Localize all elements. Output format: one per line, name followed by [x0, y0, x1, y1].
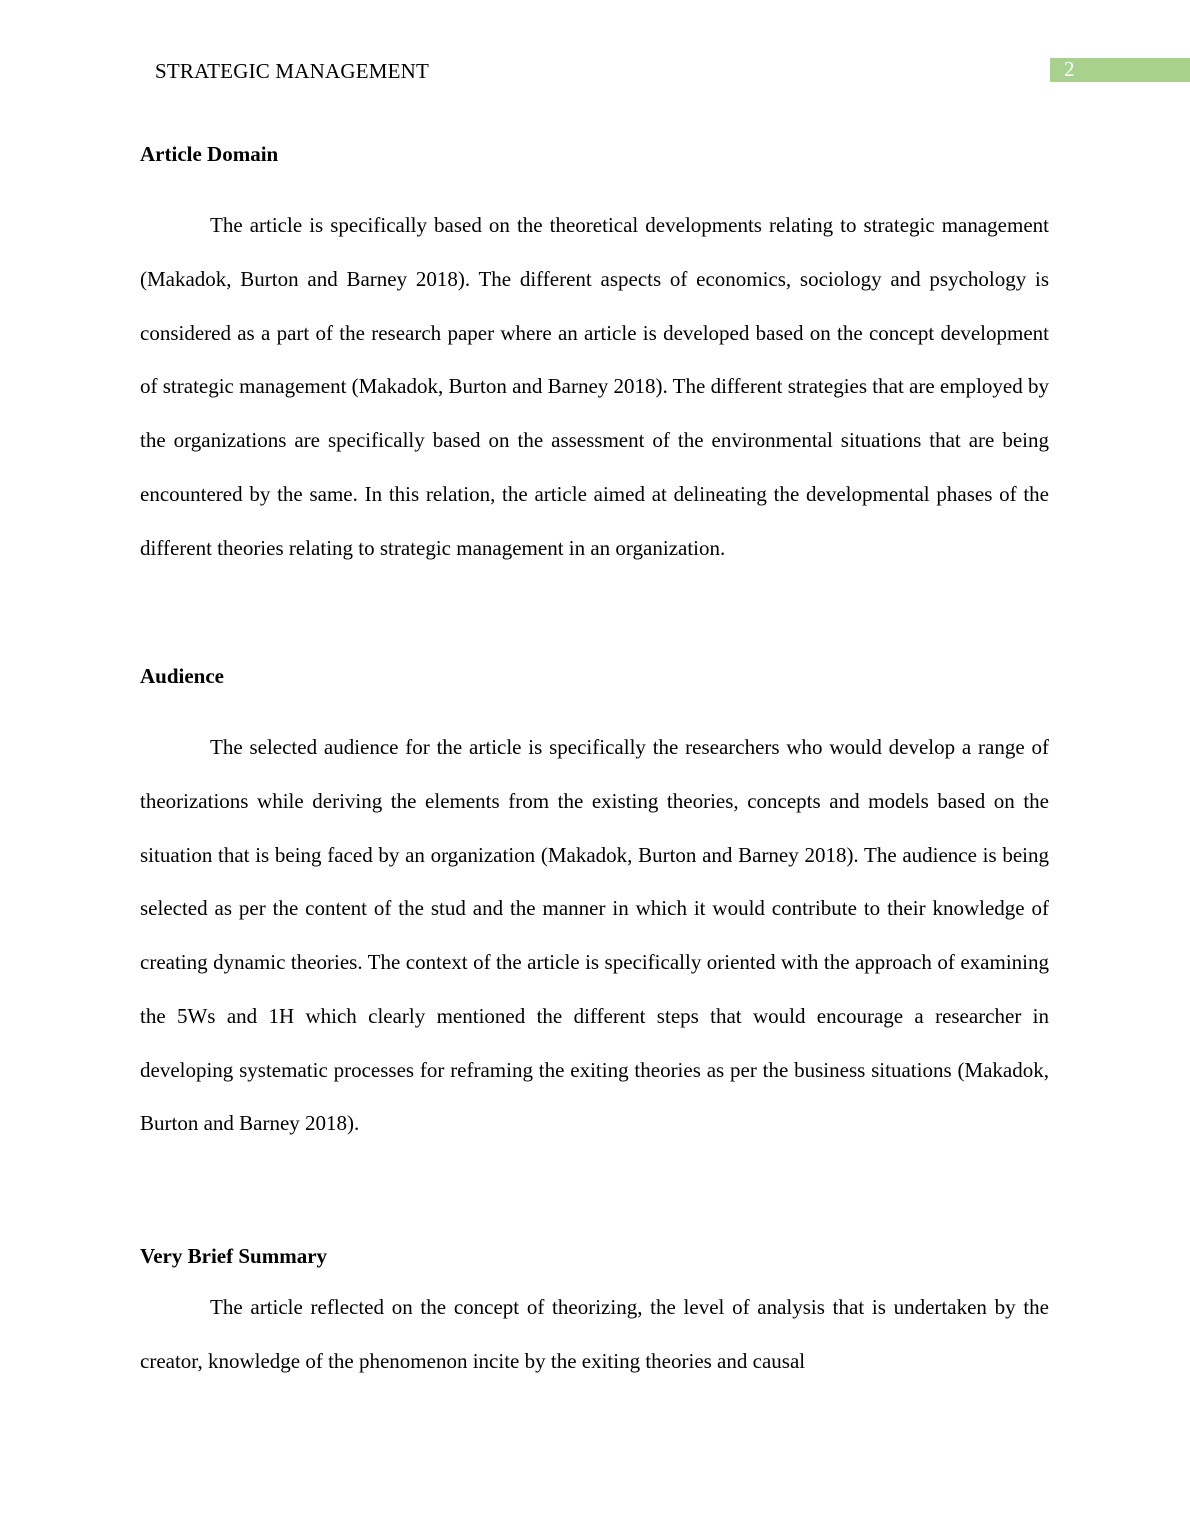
section-paragraph-article-domain: The article is specifically based on the theoretical developments relating to strategic management (Makadok, Burton and Barney 2018). The different aspects of economics, sociology and psychology is considered as a part of the research paper where an article is developed based on the concept development of strategic management (Makadok, Burton and Barney 2018). The different strategies that are employed by the organizations are specifically based on the assessment of the environmental situations that are being encountered by the same. In this relation, the article aimed at delineating the developmental phases of the different theories relating to strategic management in an organization.: [140, 213, 1049, 560]
section-paragraph-summary: The article reflected on the concept of theorizing, the level of analysis that is undertaken by the creator, knowledge of the phenomenon incite by the exiting theories and causal: [140, 1295, 1049, 1373]
section-heading-article-domain: Article Domain: [140, 142, 279, 166]
running-header-title: STRATEGIC MANAGEMENT: [155, 59, 430, 83]
section-heading-audience: Audience: [140, 664, 224, 688]
section-heading-summary: Very Brief Summary: [140, 1244, 328, 1268]
page-number: 2: [1064, 57, 1075, 81]
section-paragraph-audience: The selected audience for the article is specifically the researchers who would develop a range of theorizations while deriving the elements from the existing theories, concepts and models based on the situation that is being faced by an organization (Makadok, Burton and Barney 2018). The audience is being selected as per the content of the stud and the manner in which it would contribute to their knowledge of creating dynamic theories. The context of the article is specifically oriented with the approach of examining the 5Ws and 1H which clearly mentioned the different steps that would encourage a researcher in developing systematic processes for reframing the exiting theories as per the business situations (Makadok, Burton and Barney 2018).: [140, 735, 1049, 1136]
page-number-bar: [1050, 58, 1190, 82]
